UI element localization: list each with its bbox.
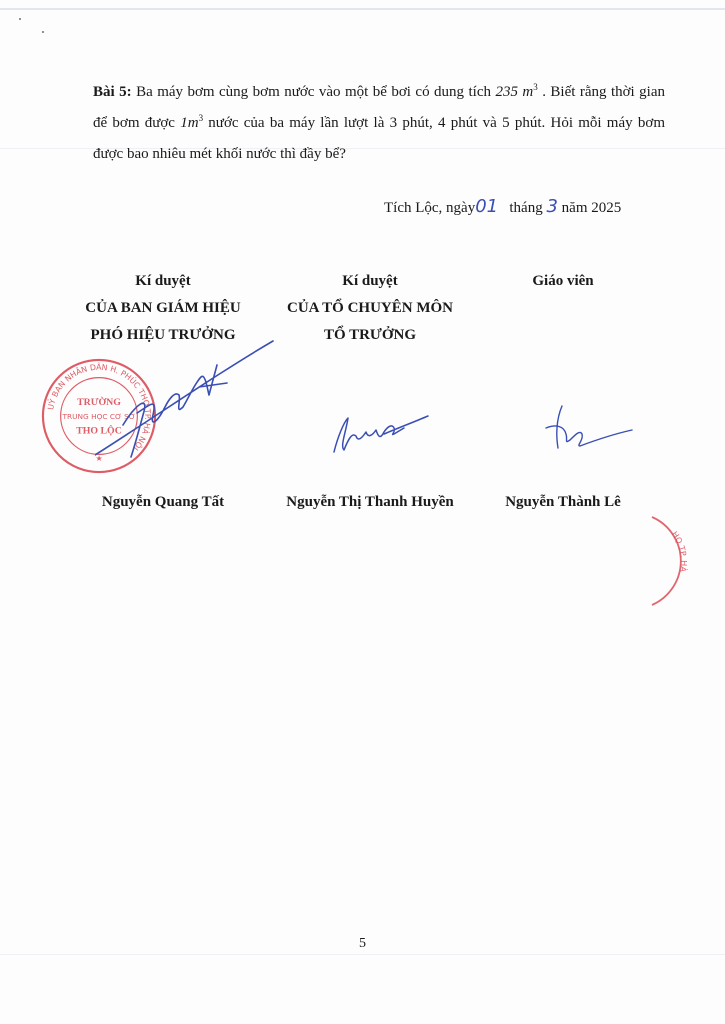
approval-body: CỦA TỔ CHUYÊN MÔN — [287, 300, 453, 316]
problem-label: Bài 5: — [93, 84, 132, 100]
capacity-value: 235 — [495, 84, 523, 100]
seal-star-icon: ★ — [95, 454, 103, 464]
approval-body: CỦA BAN GIÁM HIỆU — [85, 300, 241, 316]
dateline — [384, 196, 621, 217]
teacher-heading: Giáo viên — [532, 273, 594, 289]
problem-text: . Biết rằng thời gian để bơm được — [93, 84, 665, 131]
problem-text: nước của ba máy lần lượt là 3 phút, 4 phút và 5 phút. Hỏi mỗi máy bơm được bao nhiêu mét khối nước thì đầy bể? — [93, 115, 665, 162]
signer-name-teacher: Nguyễn Thành Lê — [505, 494, 621, 510]
signature-teacher — [540, 400, 635, 455]
approval-block-department — [272, 268, 468, 349]
scan-speck — [42, 31, 44, 33]
scan-edge-line — [0, 8, 725, 10]
seal-center-line: TRƯỜNG — [77, 397, 121, 409]
partial-seal-text: HỌ TP. HÀ — [669, 529, 689, 573]
approval-role: PHÓ HIỆU TRƯỞNG — [90, 327, 236, 343]
unit-exponent: 3 — [198, 113, 204, 123]
volume-value: 1 — [180, 115, 188, 131]
dateline-suffix: năm 2025 — [561, 200, 622, 216]
problem-statement — [93, 77, 665, 170]
signature-principal — [95, 335, 275, 465]
dateline-month-label: tháng — [509, 200, 543, 216]
seal-ring-text: UỶ BAN NHÂN DÂN H. PHÚC THỌ TP. HÀ NỘI — [46, 362, 153, 453]
teacher-block — [500, 268, 626, 295]
unit: m — [522, 84, 534, 100]
seal-center-line: THO LỘC — [76, 425, 122, 437]
seal-center-line: TRUNG HỌC CƠ SỞ — [62, 411, 136, 421]
signer-name-principal: Nguyễn Quang Tất — [101, 494, 225, 510]
approval-role: TỔ TRƯỞNG — [323, 327, 417, 343]
signature-department-head — [322, 410, 432, 460]
partial-seal-stamp — [650, 515, 690, 607]
dateline-prefix: Tích Lộc, ngày — [384, 200, 476, 216]
page-number: 5 — [359, 936, 366, 951]
approval-heading: Kí duyệt — [342, 273, 398, 289]
handwritten-day: 01 — [475, 196, 499, 217]
scan-speck — [19, 18, 21, 20]
scan-artifact-line — [0, 954, 725, 955]
unit-exponent: 3 — [533, 82, 538, 92]
problem-text: Ba máy bơm cùng bơm nước vào một bể bơi có dung tích — [131, 84, 496, 100]
unit: m — [187, 115, 199, 131]
signer-name-department-head: Nguyễn Thị Thanh Huyền — [286, 494, 454, 510]
handwritten-month: 3 — [546, 196, 558, 217]
approval-heading: Kí duyệt — [135, 273, 191, 289]
